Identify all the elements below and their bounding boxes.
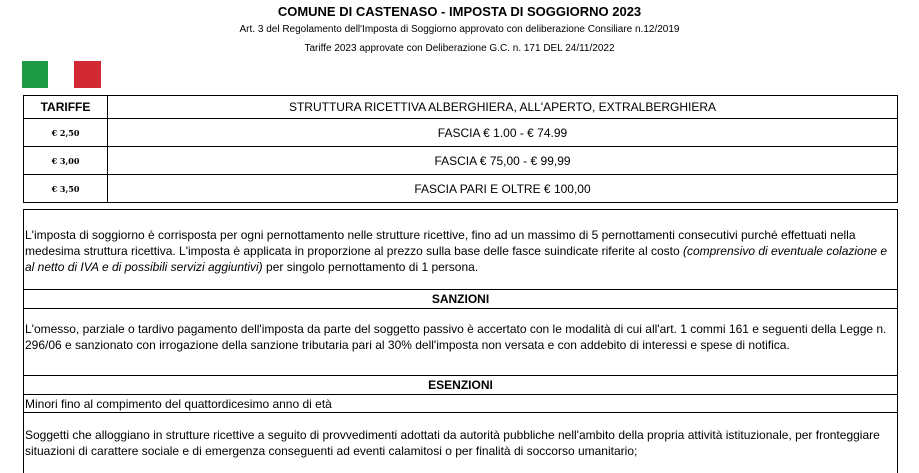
intro-italic-note: (comprensivo di eventuale colazione e al netto di IVA e di possibili servizi aggiuntivi)	[25, 244, 888, 274]
intro-section	[23, 209, 898, 290]
table-row	[24, 175, 898, 203]
header-struttura: STRUTTURA RICETTIVA ALBERGHIERA, ALL'APERTO, EXTRALBERGHIERA	[108, 96, 898, 119]
flag-red-stripe	[74, 61, 101, 88]
tariff-fascia: FASCIA € 1.00 - € 74.99	[108, 119, 898, 147]
table-row	[24, 119, 898, 147]
flag-green-stripe	[22, 61, 48, 88]
tariff-price: € 3,00	[24, 147, 108, 175]
tariff-price: € 3,50	[24, 175, 108, 203]
sanzioni-header	[23, 289, 898, 309]
sanzioni-section	[23, 308, 898, 376]
esenzioni-item	[23, 412, 898, 473]
tariff-fascia: FASCIA € 75,00 - € 99,99	[108, 147, 898, 175]
intro-paragraph: L'imposta di soggiorno è corrisposta per ogni pernottamento nelle strutture ricettive, fino ad un massimo di 5 pernottamenti consecutivi purché effettuati nella medesima struttura ricettiva. L'imposta è applicata in proporzione al prezzo sulla base delle fasce suindicate riferite al costo (comprensivo di eventuale colazione e al netto di IVA e di possibili servizi aggiuntivi) per singolo pernottamento di 1 persona.	[25, 228, 888, 274]
esenzione-minori: Minori fino al compimento del quattordicesimo anno di età	[25, 397, 332, 411]
esenzioni-item	[23, 394, 898, 413]
tariffe-table	[23, 95, 898, 203]
table-row	[24, 147, 898, 175]
sanzioni-title: SANZIONI	[431, 292, 490, 306]
table-header-row	[24, 96, 898, 119]
tariff-price: € 2,50	[24, 119, 108, 147]
sanzioni-paragraph: L'omesso, parziale o tardivo pagamento dell'imposta da parte del soggetto passivo è accertato con le modalità di cui all'art. 1 commi 161 e seguenti della Legge n. 296/06 e sanzionato con irrogazione della sanzione tributaria pari al 30% dell'imposta non versata e con addebito di interessi e spese di notifica.	[25, 322, 887, 352]
esenzioni-header	[23, 375, 898, 395]
tariff-fascia: FASCIA PARI E OLTRE € 100,00	[108, 175, 898, 203]
document-title: COMUNE DI CASTENASO - IMPOSTA DI SOGGIORNO 2023	[277, 4, 642, 19]
document-subtitle-regulation: Art. 3 del Regolamento dell'Imposta di Soggiorno approvato con deliberazione Consiliare n.12/2019	[239, 24, 680, 35]
esenzioni-title: ESENZIONI	[428, 378, 493, 392]
esenzione-emergenza: Soggetti che alloggiano in strutture ricettive a seguito di provvedimenti adottati da autorità pubbliche nell'ambito della propria attività istituzionale, per fronteggiare situazioni di carattere sociale e di emergenza conseguenti ad eventi calamitosi o per finalità di soccorso umanitario;	[25, 428, 880, 458]
header-tariffe: TARIFFE	[24, 96, 108, 119]
document-subtitle-tariffs: Tariffe 2023 approvate con Deliberazione G.C. n. 171 DEL 24/11/2022	[304, 43, 615, 54]
